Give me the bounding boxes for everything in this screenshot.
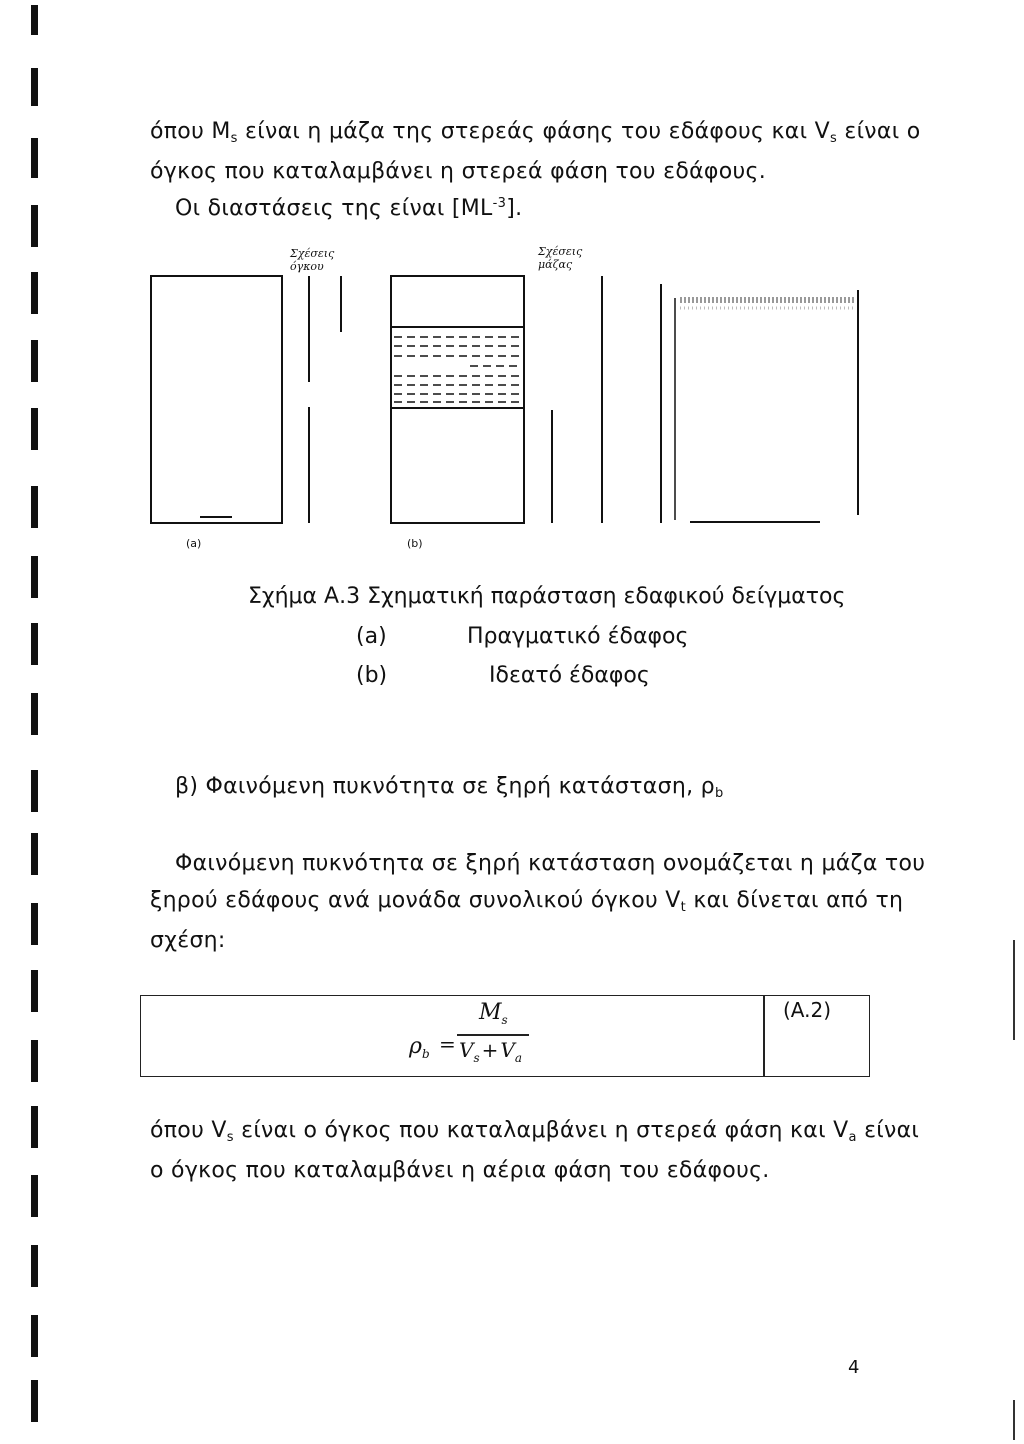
caption-b-key: (b) xyxy=(356,663,388,688)
paragraph-closing xyxy=(150,1112,980,1189)
volume-relations-label: Σχέσεις όγκου xyxy=(290,247,335,273)
formula-numerator: $M_s$ xyxy=(479,1000,508,1027)
caption-a-key: (a) xyxy=(356,624,387,649)
fraction-bar xyxy=(457,1034,529,1036)
page-number: 4 xyxy=(848,1357,860,1378)
figure-caption-title: Σχήμα Α.3 Σχηματική παράσταση εδαφικού δείγματος xyxy=(248,584,846,609)
figure-label-a: (a) xyxy=(186,537,202,550)
formula-equals: = xyxy=(439,1032,456,1056)
mass-relations-label: Σχέσεις μάζας xyxy=(538,245,583,271)
paragraph-definition-line-2: ξηρού εδάφους ανά μονάδα συνολικού όγκου Vt και δίνεται από τη xyxy=(150,888,904,915)
soil-diagram-drawing xyxy=(0,0,1024,560)
formula-lhs: $\rho_b$ xyxy=(409,1034,430,1061)
dimensions-line: Οι διαστάσεις της είναι $[ML^{-3}]$. xyxy=(175,196,523,221)
section-heading: β) Φαινόμενη πυκνότητα σε ξηρή κατάσταση, ρb xyxy=(175,774,724,801)
paragraph-closing-line-2: ο όγκος που καταλαμβάνει η αέρια φάση του εδάφους. xyxy=(150,1158,770,1183)
paragraph-closing-line-1: όπου Vs είναι ο όγκος που καταλαμβάνει η στερεά φάση και Va είναι xyxy=(150,1118,920,1145)
paragraph-intro-line-1: όπου Ms είναι η μάζα της στερεάς φάσης του εδάφους και Vs είναι ο xyxy=(150,119,921,146)
paragraph-definition-line-3: σχέση: xyxy=(150,928,226,953)
paragraph-intro-line-2: όγκος που καταλαμβάνει η στερεά φάση του εδάφους. xyxy=(150,159,766,184)
equation-number: (A.2) xyxy=(783,998,832,1022)
paragraph-definition-line-1: Φαινόμενη πυκνότητα σε ξηρή κατάσταση ονομάζεται η μάζα του xyxy=(175,851,926,876)
formula-box xyxy=(140,995,870,1077)
caption-b-text: Ιδεατό έδαφος xyxy=(489,663,650,688)
formula-denominator: $V_s + V_a$ xyxy=(459,1038,522,1065)
figure-label-b: (b) xyxy=(407,537,423,550)
water-phase-hatching xyxy=(394,337,521,402)
real-soil-box xyxy=(151,276,282,523)
caption-a-text: Πραγματικό έδαφος xyxy=(467,624,689,649)
paragraph-definition xyxy=(150,845,970,959)
ideal-soil-box xyxy=(391,276,524,523)
